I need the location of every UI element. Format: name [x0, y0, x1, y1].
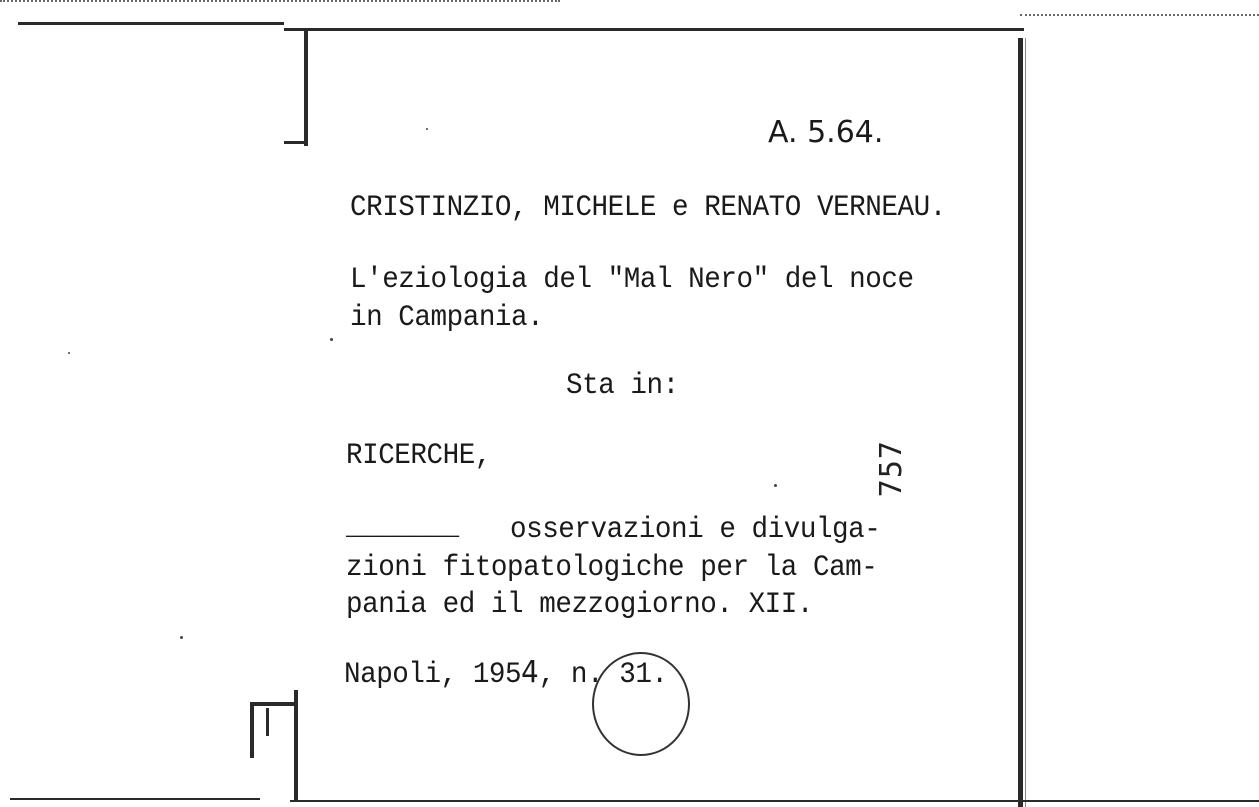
- left-bracket-vertical: [304, 30, 308, 146]
- speck: [180, 636, 183, 639]
- subtitle-line-3: pania ed il mezzogiorno. XII.: [346, 588, 813, 622]
- top-rule-right: [284, 28, 1024, 31]
- speck: [426, 128, 428, 130]
- circular-stamp: [592, 652, 690, 756]
- series-title: RICERCHE,: [346, 439, 491, 473]
- bracket-mark-top: [250, 702, 298, 706]
- imprint-prefix: Napoli, 195: [344, 658, 522, 692]
- subtitle-line-1: osservazioni e divulga-: [510, 513, 881, 547]
- right-border: [1018, 38, 1023, 807]
- bracket-mark-left: [250, 702, 254, 758]
- subtitle-line-2: zioni fitopatologiche per la Cam-: [346, 551, 878, 585]
- bracket-mark-mid: [266, 708, 269, 736]
- blank-line: _______: [346, 510, 459, 544]
- imprint-rest: , n. 31.: [538, 658, 668, 692]
- top-edge-dots: [0, 0, 560, 4]
- speck: [774, 484, 777, 487]
- bottom-rule-left: [10, 798, 260, 800]
- title-line-2: in Campania.: [350, 301, 544, 335]
- top-rule-left: [18, 22, 284, 25]
- bracket-mark-right: [294, 690, 298, 802]
- shelfmark: A. 5.64.: [768, 115, 884, 150]
- right-border-thin: [1025, 38, 1026, 807]
- imprint-year-digit: 4: [521, 655, 539, 690]
- bottom-rule-right: [290, 800, 1259, 802]
- title-line-1: L'eziologia del "Mal Nero" del noce: [350, 263, 914, 297]
- vertical-number: 757: [874, 440, 909, 498]
- speck: [330, 338, 333, 341]
- top-edge-dots-right: [1020, 14, 1259, 18]
- sta-in-label: Sta in:: [566, 369, 679, 403]
- speck: [68, 352, 70, 354]
- left-bracket-foot: [284, 141, 306, 144]
- authors: CRISTINZIO, MICHELE e RENATO VERNEAU.: [350, 191, 946, 225]
